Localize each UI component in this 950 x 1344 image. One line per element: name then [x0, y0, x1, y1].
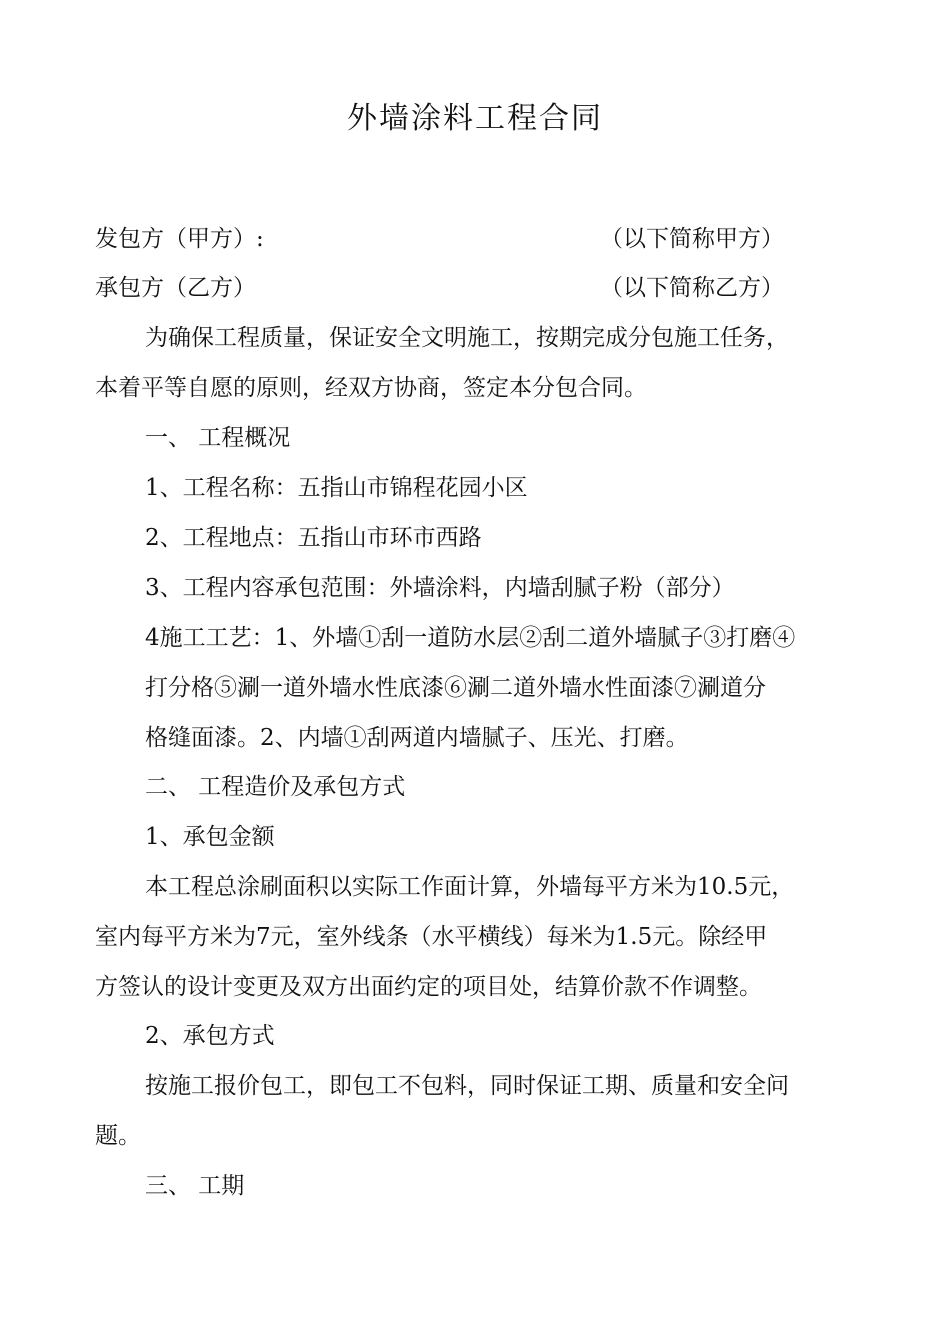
paragraph-line: 为确保工程质量，保证安全文明施工，按期完成分包施工任务，	[145, 325, 789, 351]
section-heading: 三、 工期	[145, 1173, 245, 1199]
paragraph-line: 打分格⑤涮一道外墙水性底漆⑥涮二道外墙水性面漆⑦涮道分	[145, 675, 766, 701]
paragraph-line: 1、工程名称：五指山市锦程花园小区	[145, 475, 528, 501]
party-b-label: 承包方（乙方）	[95, 275, 256, 301]
paragraph-line: 2、工程地点：五指山市环市西路	[145, 525, 482, 551]
subsection-heading: 2、承包方式	[145, 1023, 275, 1049]
paragraph-line: 本着平等自愿的原则，经双方协商，签定本分包合同。	[95, 375, 647, 401]
paragraph-line: 室内每平方米为7元，室外线条（水平横线）每米为1.5元。除经甲	[95, 924, 768, 950]
paragraph-line: 方签认的设计变更及双方出面约定的项目处，结算价款不作调整。	[95, 974, 762, 1000]
paragraph-line: 按施工报价包工，即包工不包料，同时保证工期、质量和安全问	[145, 1073, 789, 1099]
party-b-note: （以下简称乙方）	[600, 275, 784, 301]
section-heading: 二、 工程造价及承包方式	[145, 774, 406, 800]
paragraph-line: 3、工程内容承包范围：外墙涂料，内墙刮腻子粉（部分）	[145, 575, 735, 601]
paragraph-line: 格缝面漆。2、内墙①刮两道内墙腻子、压光、打磨。	[145, 725, 689, 751]
document-title: 外墙涂料工程合同	[347, 101, 603, 136]
paragraph-line: 题。	[95, 1123, 141, 1149]
party-a-note: （以下简称甲方）	[600, 226, 784, 252]
subsection-heading: 1、承包金额	[145, 824, 275, 850]
paragraph-line: 4施工工艺：1、外墙①刮一道防水层②刮二道外墙腻子③打磨④	[145, 625, 796, 651]
party-a-label: 发包方（甲方）:	[95, 226, 264, 252]
paragraph-line: 本工程总涂刷面积以实际工作面计算，外墙每平方米为10.5元，	[145, 874, 795, 900]
section-heading: 一、 工程概况	[145, 425, 291, 451]
